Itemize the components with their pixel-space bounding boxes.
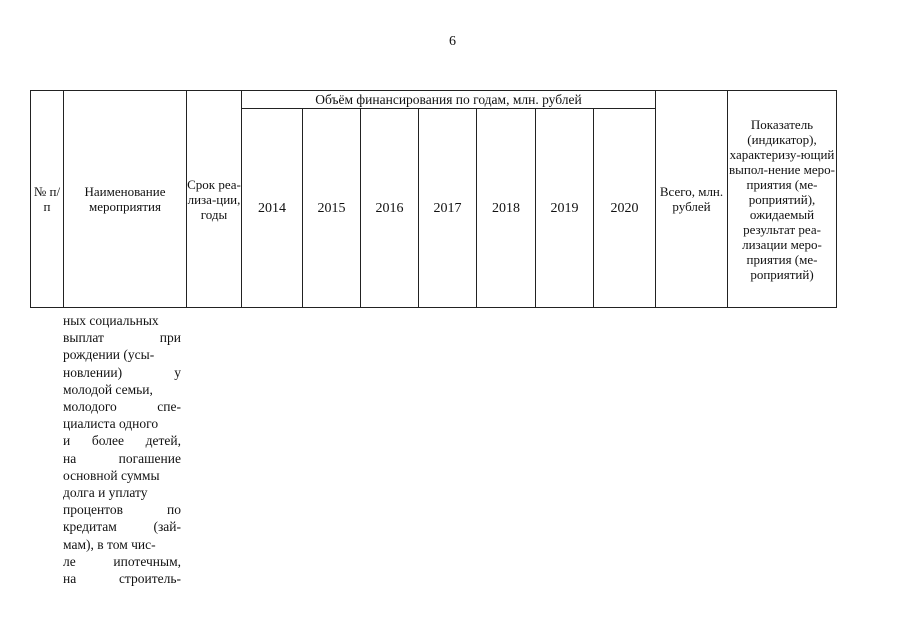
continuation-line bbox=[63, 329, 181, 346]
continuation-word: рождении (усы- bbox=[63, 347, 155, 363]
continuation-word: долга и уплату bbox=[63, 485, 148, 501]
continuation-word: ных социальных bbox=[63, 313, 159, 328]
continuation-line bbox=[63, 553, 181, 570]
continuation-word: кредитам bbox=[63, 519, 117, 535]
continuation-word: циалиста одного bbox=[63, 416, 159, 432]
header-name: Наименование мероприятия bbox=[64, 91, 187, 308]
continuation-word: по bbox=[167, 502, 181, 518]
continuation-word: на bbox=[63, 571, 77, 587]
continuation-line bbox=[63, 398, 181, 415]
header-indicator: Показатель (индикатор), характеризу-ющий выпол-нение меро-приятия (ме-роприятий), ожидаемый результат реа-лизации меро-приятия (ме-роприятий) bbox=[728, 91, 837, 308]
continuation-line bbox=[63, 536, 181, 553]
continuation-line bbox=[63, 570, 181, 587]
continuation-line bbox=[63, 467, 181, 484]
continuation-line bbox=[63, 501, 181, 518]
continuation-line bbox=[63, 450, 181, 467]
continuation-word: спе- bbox=[157, 399, 181, 415]
continuation-word: процентов bbox=[63, 502, 124, 518]
continuation-word: детей, bbox=[145, 433, 181, 449]
year-2015: 2015 bbox=[303, 109, 361, 308]
continuation-line bbox=[63, 381, 181, 398]
year-2018: 2018 bbox=[477, 109, 536, 308]
continuation-word: на bbox=[63, 450, 77, 466]
continuation-line bbox=[63, 484, 181, 501]
year-2019: 2019 bbox=[536, 109, 594, 308]
continuation-line bbox=[63, 432, 181, 449]
header-row-top bbox=[31, 91, 837, 109]
continuation-word: ле bbox=[63, 553, 76, 569]
continuation-word: выплат bbox=[63, 330, 104, 346]
continuation-word: (зай- bbox=[153, 519, 181, 535]
continuation-word: и bbox=[63, 433, 71, 449]
continuation-word: при bbox=[159, 330, 181, 346]
continuation-word: молодой семьи, bbox=[63, 381, 153, 397]
header-total: Всего, млн. рублей bbox=[656, 91, 728, 308]
continuation-word: строитель- bbox=[118, 571, 181, 587]
continuation-line bbox=[63, 415, 181, 432]
continuation-word: молодого bbox=[63, 399, 117, 415]
year-2020: 2020 bbox=[594, 109, 656, 308]
header-term: Срок реа-лиза-ции, годы bbox=[187, 91, 242, 308]
year-2017: 2017 bbox=[419, 109, 477, 308]
continuation-word: мам), в том чис- bbox=[63, 536, 156, 552]
activity-name-continuation bbox=[63, 312, 181, 587]
continuation-word: новлении) bbox=[63, 364, 123, 380]
year-2016: 2016 bbox=[361, 109, 419, 308]
continuation-line bbox=[63, 346, 181, 363]
year-2014: 2014 bbox=[242, 109, 303, 308]
header-financing: Объём финансирования по годам, млн. рублей bbox=[242, 91, 656, 109]
continuation-word: основной суммы bbox=[63, 467, 160, 483]
continuation-word: более bbox=[91, 433, 125, 449]
page-number: 6 bbox=[449, 34, 456, 49]
continuation-line bbox=[63, 312, 181, 329]
continuation-word: ипотечным, bbox=[113, 553, 181, 569]
continuation-word: у bbox=[174, 364, 181, 380]
header-num: № п/п bbox=[31, 91, 64, 308]
continuation-line bbox=[63, 518, 181, 535]
continuation-word: погашение bbox=[118, 450, 181, 466]
financing-table bbox=[30, 90, 837, 308]
continuation-line bbox=[63, 364, 181, 381]
